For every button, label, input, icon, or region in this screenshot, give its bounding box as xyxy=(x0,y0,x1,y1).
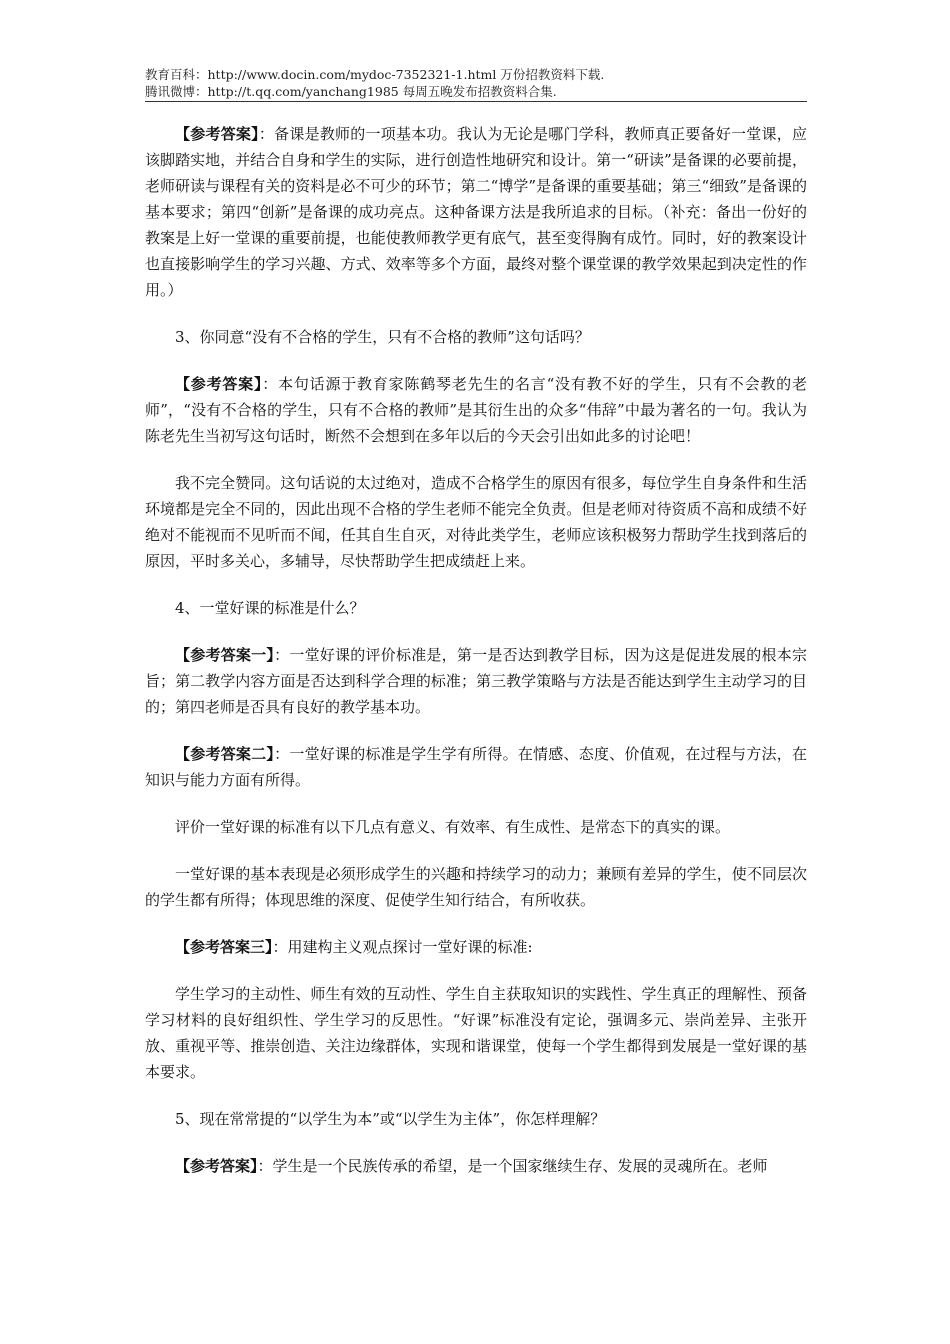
question-text: 4、一堂好课的标准是什么？ xyxy=(175,599,365,617)
answer-label: 【参考答案】 xyxy=(175,375,263,393)
answer-paragraph xyxy=(145,121,807,303)
answer-paragraph xyxy=(145,741,807,793)
question-3 xyxy=(145,324,807,350)
answer-label: 【参考答案二】 xyxy=(175,745,275,763)
answer-paragraph xyxy=(145,371,807,449)
question-4 xyxy=(145,595,807,621)
question-5 xyxy=(145,1106,807,1132)
answer-label: 【参考答案一】 xyxy=(175,646,275,664)
header-line-weibo: 腾讯微博：http://t.qq.com/yanchang1985 每周五晚发布招教资料合集. xyxy=(145,84,557,99)
body-paragraph xyxy=(145,814,807,840)
answer-text: ：一堂好课的评价标准是，第一是否达到教学目标，因为这是促进发展的根本宗旨；第二教学内容方面是否达到科学合理的标准；第三教学策略与方法是否能达到学生主动学习的目的；第四老师是否具有良好的教学基本功。 xyxy=(145,646,807,716)
answer-paragraph xyxy=(145,934,807,960)
paragraph-text: 评价一堂好课的标准有以下几点有意义、有效率、有生成性、是常态下的真实的课。 xyxy=(175,818,731,836)
body-paragraph xyxy=(145,861,807,913)
document-body xyxy=(145,121,807,1200)
answer-text: ：用建构主义观点探讨一堂好课的标准: xyxy=(272,938,533,956)
question-text: 3、你同意“没有不合格的学生，只有不合格的教师”这句话吗？ xyxy=(175,328,590,346)
answer-label: 【参考答案】 xyxy=(175,1157,258,1175)
page-header xyxy=(145,66,807,100)
answer-label: 【参考答案】 xyxy=(175,125,259,143)
answer-paragraph xyxy=(145,1153,807,1179)
header-line-docin: 教育百科：http://www.docin.com/mydoc-7352321-1.html 万份招教资料下载. xyxy=(145,67,605,82)
answer-text: ：本句话源于教育家陈鹤琴老先生的名言“没有教不好的学生，只有不会教的老师”，“没有不合格的学生，只有不合格的教师”是其衍生出的众多“伟辞”中最为著名的一句。我认为陈老先生当初写这句话时，断然不会想到在多年以后的今天会引出如此多的讨论吧！ xyxy=(145,375,807,445)
body-paragraph xyxy=(145,981,807,1085)
answer-text: ：学生是一个民族传承的希望，是一个国家继续生存、发展的灵魂所在。老师 xyxy=(257,1157,768,1175)
answer-label: 【参考答案三】 xyxy=(175,938,273,956)
header-divider xyxy=(145,101,807,102)
question-text: 5、现在常常提的“以学生为本”或“以学生为主体”，你怎样理解？ xyxy=(175,1110,606,1128)
paragraph-text: 学生学习的主动性、师生有效的互动性、学生自主获取知识的实践性、学生真正的理解性、预备学习材料的良好组织性、学生学习的反思性。“好课”标准没有定论，强调多元、崇尚差异、主张开放、重视平等、推崇创造、关注边缘群体，实现和谐课堂，使每一个学生都得到发展是一堂好课的基本要求。 xyxy=(145,985,807,1081)
paragraph-text: 我不完全赞同。这句话说的太过绝对，造成不合格学生的原因有很多，每位学生自身条件和生活环境都是完全不同的，因此出现不合格的学生老师不能完全负责。但是老师对待资质不高和成绩不好绝对不能视而不见听而不闻，任其自生自灭，对待此类学生，老师应该积极努力帮助学生找到落后的原因，平时多关心，多辅导，尽快帮助学生把成绩赶上来。 xyxy=(145,474,807,570)
body-paragraph xyxy=(145,470,807,574)
answer-text: ：备课是教师的一项基本功。我认为无论是哪门学科，教师真正要备好一堂课，应该脚踏实地，并结合自身和学生的实际，进行创造性地研究和设计。第一“研读”是备课的必要前提，老师研读与课程有关的资料是必不可少的环节；第二“博学”是备课的重要基础；第三“细致”是备课的基本要求；第四“创新”是备课的成功亮点。这种备课方法是我所追求的目标。（补充：备出一份好的教案是上好一堂课的重要前提，也能使教师教学更有底气，甚至变得胸有成竹。同时，好的教案设计也直接影响学生的学习兴趣、方式、效率等多个方面，最终对整个课堂课的教学效果起到决定性的作用。） xyxy=(145,125,807,299)
answer-text: ：一堂好课的标准是学生学有所得。在情感、态度、价值观，在过程与方法，在知识与能力方面有所得。 xyxy=(145,745,807,789)
answer-paragraph xyxy=(145,642,807,720)
paragraph-text: 一堂好课的基本表现是必须形成学生的兴趣和持续学习的动力；兼顾有差异的学生，使不同层次的学生都有所得；体现思维的深度、促使学生知行结合，有所收获。 xyxy=(145,865,807,909)
